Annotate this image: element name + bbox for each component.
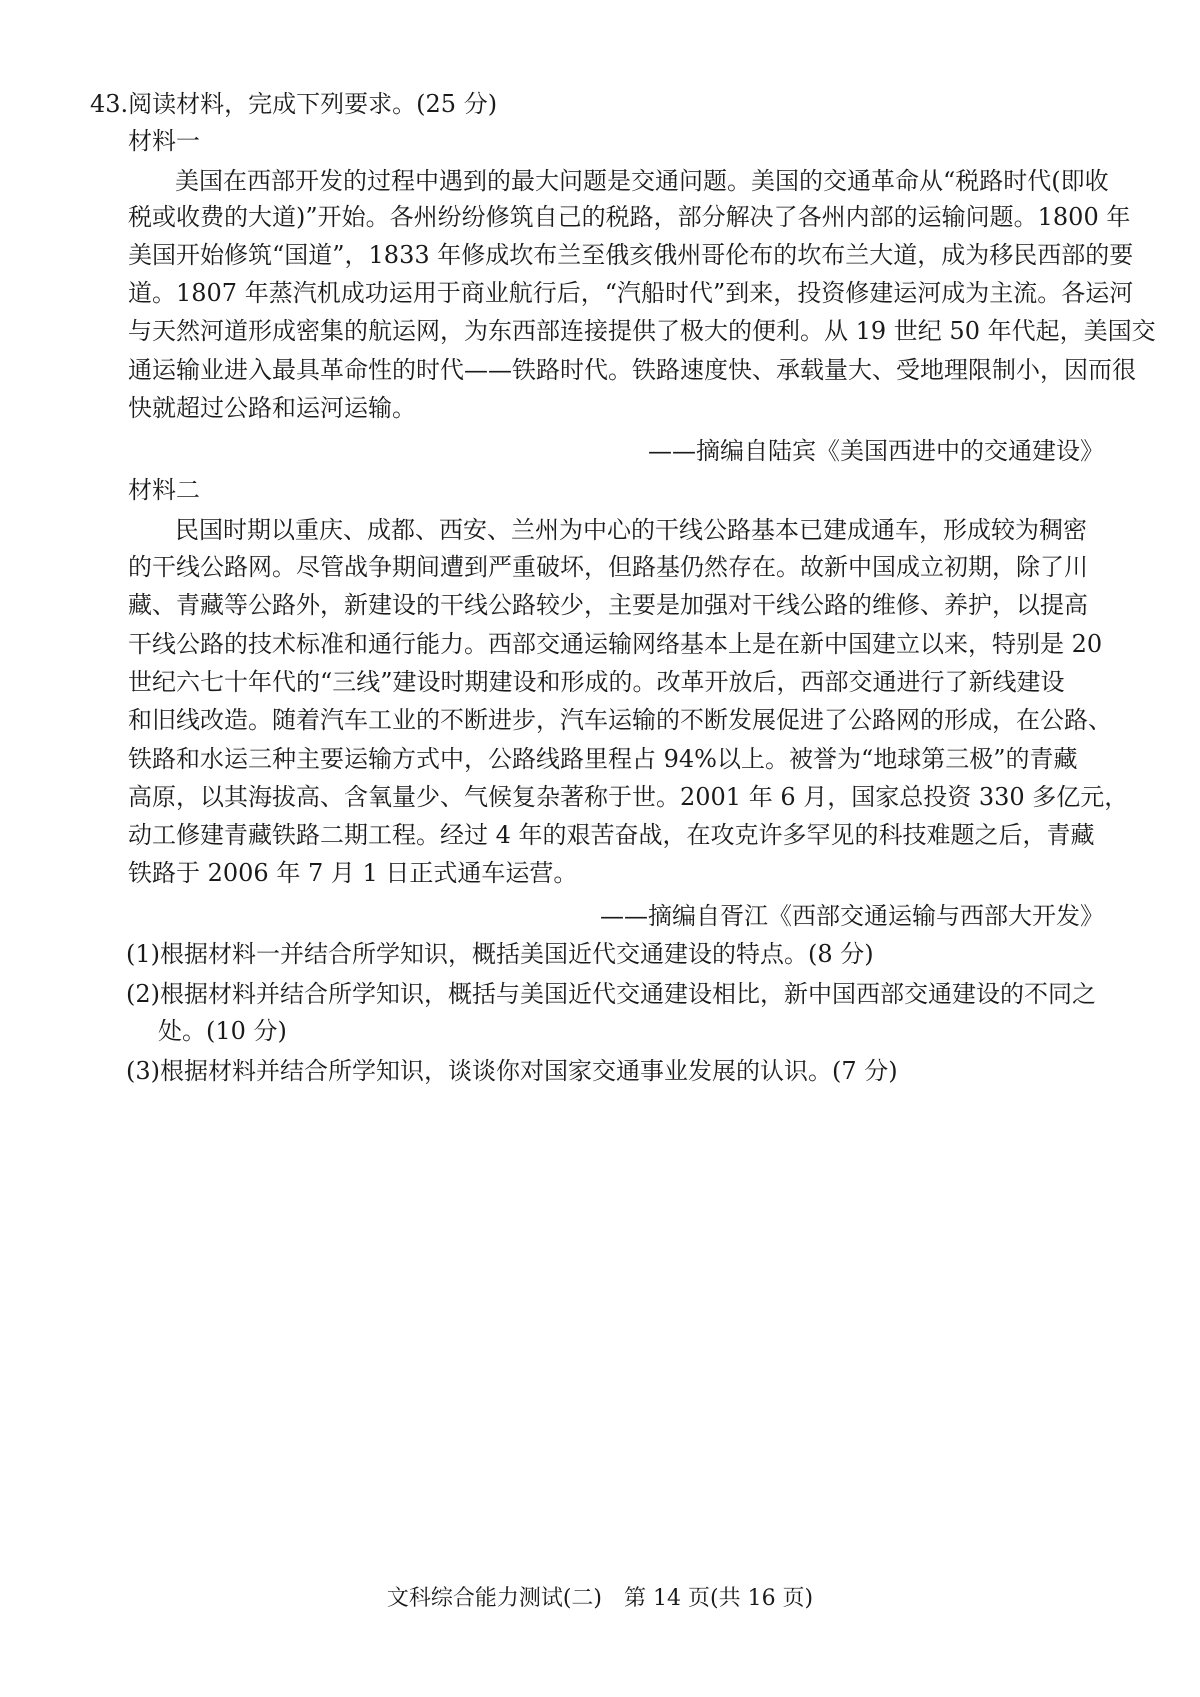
material1-label: 材料一 [128, 127, 200, 155]
material1-line: 税或收费的大道)”开始。各州纷纷修筑自己的税路，部分解决了各州内部的运输问题。1800 年 [128, 203, 1131, 231]
material2-line: 干线公路的技术标准和通行能力。西部交通运输网络基本上是在新中国建立以来，特别是 20 [128, 630, 1103, 658]
material2-line: 动工修建青藏铁路二期工程。经过 4 年的艰苦奋战，在攻克许多罕见的科技难题之后，青藏 [128, 821, 1095, 849]
material1-line: 美国开始修筑“国道”，1833 年修成坎布兰至俄亥俄州哥伦布的坎布兰大道，成为移民西部的要 [128, 241, 1134, 269]
material1-line: 通运输业进入最具革命性的时代——铁路时代。铁路速度快、承载量大、受地理限制小，因而很 [128, 356, 1136, 384]
material2-line: 民国时期以重庆、成都、西安、兰州为中心的干线公路基本已建成通车，形成较为稠密 [175, 516, 1087, 544]
material2-line: 的干线公路网。尽管战争期间遭到严重破坏，但路基仍然存在。故新中国成立初期，除了川 [128, 553, 1088, 581]
subquestion-2: (2)根据材料并结合所学知识，概括与美国近代交通建设相比，新中国西部交通建设的不同之 [126, 980, 1096, 1008]
material2-line: 藏、青藏等公路外，新建设的干线公路较少，主要是加强对干线公路的维修、养护，以提高 [128, 591, 1088, 619]
material1-line: 快就超过公路和运河运输。 [128, 394, 416, 422]
subquestion-1: (1)根据材料一并结合所学知识，概括美国近代交通建设的特点。(8 分) [126, 940, 874, 968]
material2-line: 和旧线改造。随着汽车工业的不断进步，汽车运输的不断发展促进了公路网的形成，在公路、 [128, 706, 1112, 734]
material1-line: 与天然河道形成密集的航运网，为东西部连接提供了极大的便利。从 19 世纪 50 年代起，美国交 [128, 317, 1156, 345]
question-title: 43.阅读材料，完成下列要求。(25 分) [90, 90, 498, 118]
material2-source: ——摘编自胥江《西部交通运输与西部大开发》 [600, 902, 1104, 930]
subquestion-3: (3)根据材料并结合所学知识，谈谈你对国家交通事业发展的认识。(7 分) [126, 1057, 898, 1085]
material2-line: 世纪六七十年代的“三线”建设时期建设和形成的。改革开放后，西部交通进行了新线建设 [128, 668, 1065, 696]
material2-label: 材料二 [128, 476, 200, 504]
material1-line: 道。1807 年蒸汽机成功运用于商业航行后，“汽船时代”到来，投资修建运河成为主流。各运河 [128, 279, 1134, 307]
material2-line: 铁路和水运三种主要运输方式中，公路线路里程占 94%以上。被誉为“地球第三极”的青藏 [128, 745, 1078, 773]
subquestion-2-continuation: 处。(10 分) [158, 1017, 287, 1045]
material2-line: 铁路于 2006 年 7 月 1 日正式通车运营。 [128, 859, 578, 887]
material1-source: ——摘编自陆宾《美国西进中的交通建设》 [648, 437, 1104, 465]
material2-line: 高原，以其海拔高、含氧量少、气候复杂著称于世。2001 年 6 月，国家总投资 330 多亿元， [128, 783, 1129, 811]
material1-line: 美国在西部开发的过程中遇到的最大问题是交通问题。美国的交通革命从“税路时代(即收 [175, 167, 1109, 195]
page-footer: 文科综合能力测试(二) 第 14 页(共 16 页) [386, 1586, 814, 1611]
